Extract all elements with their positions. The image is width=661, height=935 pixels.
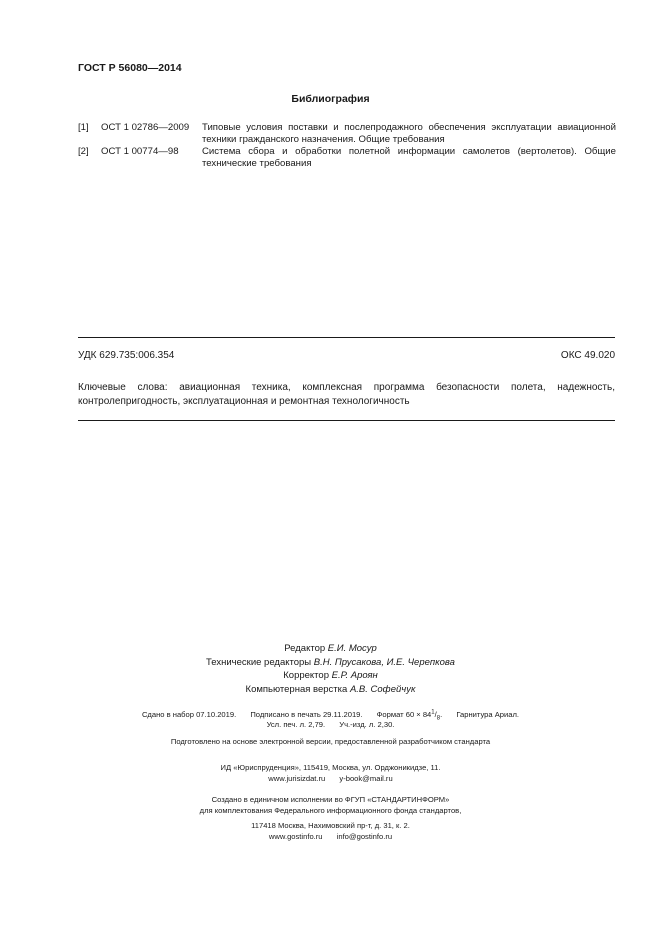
corrector-name: Е.Р. Ароян xyxy=(331,670,378,681)
bibliography-number: [1] xyxy=(78,122,89,133)
oks-code: ОКС 49.020 xyxy=(560,350,615,361)
editors-block xyxy=(0,642,661,696)
edit-sheets: Уч.-изд. л. 2,30. xyxy=(339,720,395,729)
publisher-email: y-book@mail.ru xyxy=(339,774,393,783)
bibliography-number: [2] xyxy=(78,146,89,157)
bibliography-code: ОСТ 1 00774—98 xyxy=(101,146,179,157)
layout-line: Компьютерная верстка А.В. Софейчук xyxy=(245,683,416,695)
tech-editors-line: Технические редакторы В.Н. Прусакова, И.Е. Черепкова xyxy=(206,656,455,668)
publisher-contacts xyxy=(0,774,661,783)
layout-name: А.В. Софейчук xyxy=(349,683,416,695)
standard-designation: ГОСТ Р 56080—2014 xyxy=(78,62,182,74)
creator-address: 117418 Москва, Нахимовский пр-т, д. 31, к. 2. xyxy=(251,821,410,830)
bibliography-item xyxy=(78,122,616,145)
creator-contacts xyxy=(0,832,661,841)
udk-code: УДК 629.735:006.354 xyxy=(78,350,175,361)
divider-bottom xyxy=(78,420,615,421)
signed-date: Подписано в печать 29.11.2019. xyxy=(250,709,363,719)
divider-top xyxy=(78,337,615,338)
editor-line: Редактор Е.И. Мосур xyxy=(284,643,377,654)
prepared-note: Подготовлено на основе электронной версии, предоставленной разработчиком стандарта xyxy=(170,737,491,746)
imprint-line-2 xyxy=(0,720,661,729)
creator-site: www.gostinfo.ru xyxy=(268,832,323,841)
tech-editors-names: В.Н. Прусакова, И.Е. Черепкова xyxy=(313,656,455,668)
editor-name: Е.И. Мосур xyxy=(327,643,377,654)
bibliography-item xyxy=(78,146,616,169)
print-format: Формат $60 \times 84^1/_8$. xyxy=(376,709,443,722)
creator-email: info@gostinfo.ru xyxy=(336,832,393,841)
bibliography-title: Библиография xyxy=(291,93,370,105)
bibliography-text: Система сбора и обработки полетной информации самолетов (вертолетов). Общие технические требования xyxy=(202,146,616,169)
keywords: Ключевые слова: авиационная техника, комплексная программа безопасности полета, надежность, контролепригодность, эксплуатационная и ремонтная технологичность xyxy=(78,382,615,407)
publisher-site: www.jurisizdat.ru xyxy=(268,774,326,783)
typeface: Гарнитура Ариал. xyxy=(456,709,520,719)
bibliography-text: Типовые условия поставки и послепродажного обеспечения эксплуатации авиационной техники гражданского назначения. Общие требования xyxy=(202,122,616,145)
sent-date: Сдано в набор 07.10.2019. xyxy=(141,709,237,719)
corrector-line: Корректор Е.Р. Ароян xyxy=(283,670,378,681)
print-sheets: Усл. печ. л. 2,79. xyxy=(266,720,326,729)
bibliography-code: ОСТ 1 02786—2009 xyxy=(101,122,190,133)
creator-line-2: для комплектования Федерального информационного фонда стандартов, xyxy=(199,806,462,815)
bibliography-list xyxy=(78,122,616,170)
creator-line-1: Создано в единичном исполнении во ФГУП «СТАНДАРТИНФОРМ» xyxy=(211,795,450,804)
publisher-address: ИД «Юриспруденция», 115419, Москва, ул. Орджоникидзе, 11. xyxy=(220,763,441,772)
